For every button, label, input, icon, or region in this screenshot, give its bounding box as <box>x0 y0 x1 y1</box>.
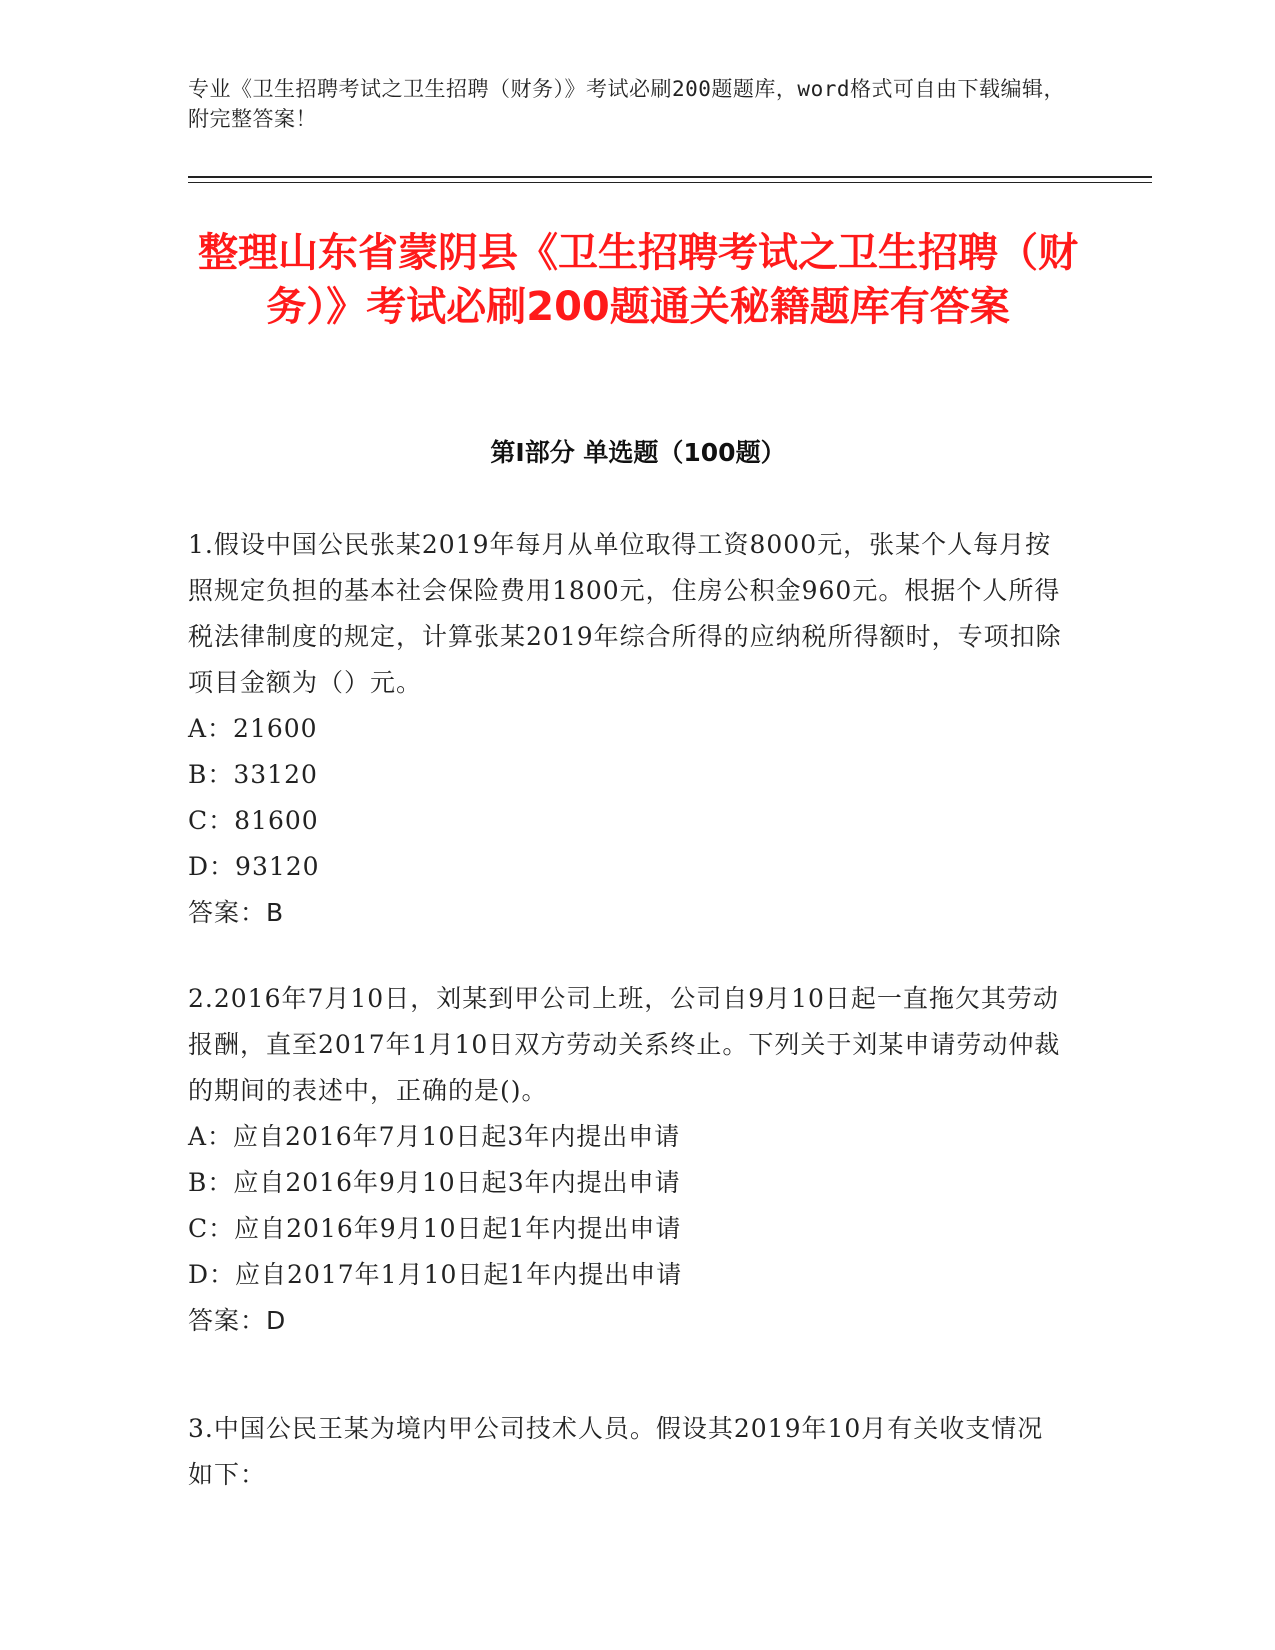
header-divider <box>188 176 1152 178</box>
option-b: B：33120 <box>188 760 318 789</box>
answer: 答案：B <box>188 898 285 927</box>
option-d: D：应自2017年1月10日起1年内提出申请 <box>188 1260 683 1289</box>
question-1 <box>188 522 1068 936</box>
header-note: 专业《卫生招聘考试之卫生招聘（财务）》考试必刷200题题库，word格式可自由下载编辑，附完整答案！ <box>188 77 1065 131</box>
answer: 答案：D <box>188 1306 287 1335</box>
option-c: C：应自2016年9月10日起1年内提出申请 <box>188 1214 682 1243</box>
section-title: 第Ⅰ部分 单选题（100题） <box>490 438 786 467</box>
option-a: A：21600 <box>188 714 318 743</box>
question-stem: 2.2016年7月10日，刘某到甲公司上班，公司自9月10日起一直拖欠其劳动报酬，直至2017年1月10日双方劳动关系终止。下列关于刘某申请劳动仲裁的期间的表述中，正确的是()。 <box>188 984 1061 1105</box>
question-stem: 3.中国公民王某为境内甲公司技术人员。假设其2019年10月有关收支情况如下： <box>188 1414 1044 1489</box>
question-3 <box>188 1406 1068 1498</box>
option-c: C：81600 <box>188 806 319 835</box>
option-d: D：93120 <box>188 852 320 881</box>
document-title: 整理山东省蒙阴县《卫生招聘考试之卫生招聘（财务）》考试必刷200题通关秘籍题库有答案 <box>198 230 1078 330</box>
option-a: A：应自2016年7月10日起3年内提出申请 <box>188 1122 681 1151</box>
option-b: B：应自2016年9月10日起3年内提出申请 <box>188 1168 681 1197</box>
question-2 <box>188 976 1068 1344</box>
question-stem: 1.假设中国公民张某2019年每月从单位取得工资8000元，张某个人每月按照规定负担的基本社会保险费用1800元，住房公积金960元。根据个人所得税法律制度的规定，计算张某2019年综合所得的应纳税所得额时，专项扣除项目金额为（）元。 <box>188 530 1062 697</box>
header-divider-thin <box>188 182 1152 183</box>
